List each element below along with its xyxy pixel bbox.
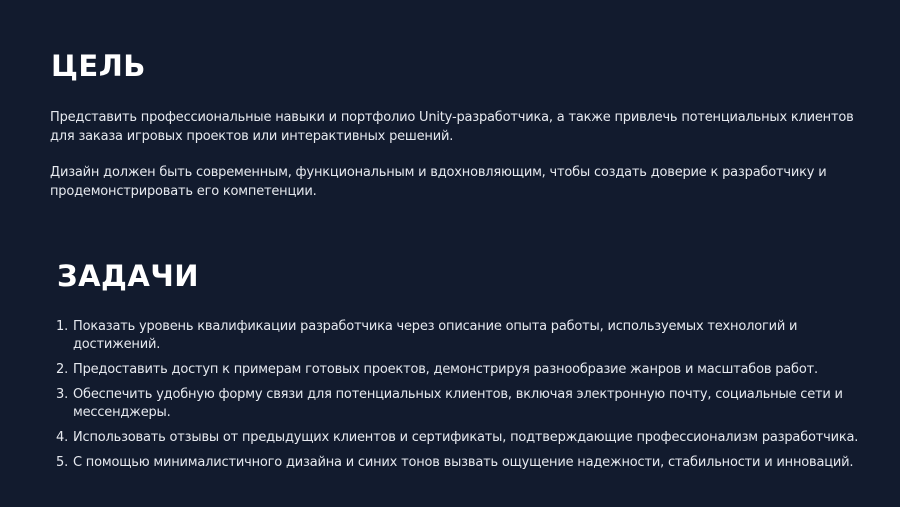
task-number: 4. xyxy=(56,430,69,445)
task-text: Обеспечить удобную форму связи для потенциальных клиентов, включая электронную почту, социальные сети и мессенджеры. xyxy=(73,387,843,420)
task-number: 2. xyxy=(56,362,69,377)
task-item-4 xyxy=(56,429,876,447)
tasks-heading: ЗАДАЧИ xyxy=(57,259,200,293)
goal-paragraph-2: Дизайн должен быть современным, функциональным и вдохновляющим, чтобы создать доверие к разработчику и продемонстрировать его компетенции. xyxy=(50,165,827,199)
task-item-2 xyxy=(56,361,876,379)
task-number: 5. xyxy=(56,455,69,470)
task-text: Предоставить доступ к примерам готовых проектов, демонстрируя разнообразие жанров и масштабов работ. xyxy=(73,362,818,377)
task-number: 1. xyxy=(56,319,69,334)
tasks-list xyxy=(56,318,876,479)
goal-heading: ЦЕЛЬ xyxy=(51,49,146,83)
goal-paragraph-1: Представить профессиональные навыки и портфолио Unity-разработчика, а также привлечь потенциальных клиентов для заказа игровых проектов или интерактивных решений. xyxy=(50,110,854,144)
task-item-1 xyxy=(56,318,876,354)
task-text: Показать уровень квалификации разработчика через описание опыта работы, используемых технологий и достижений. xyxy=(73,319,798,352)
task-item-5 xyxy=(56,454,876,472)
task-text: Использовать отзывы от предыдущих клиентов и сертификаты, подтверждающие профессионализм разработчика. xyxy=(73,430,859,445)
task-number: 3. xyxy=(56,387,69,402)
task-item-3 xyxy=(56,386,876,422)
task-text: С помощью минималистичного дизайна и синих тонов вызвать ощущение надежности, стабильности и инноваций. xyxy=(73,455,854,470)
